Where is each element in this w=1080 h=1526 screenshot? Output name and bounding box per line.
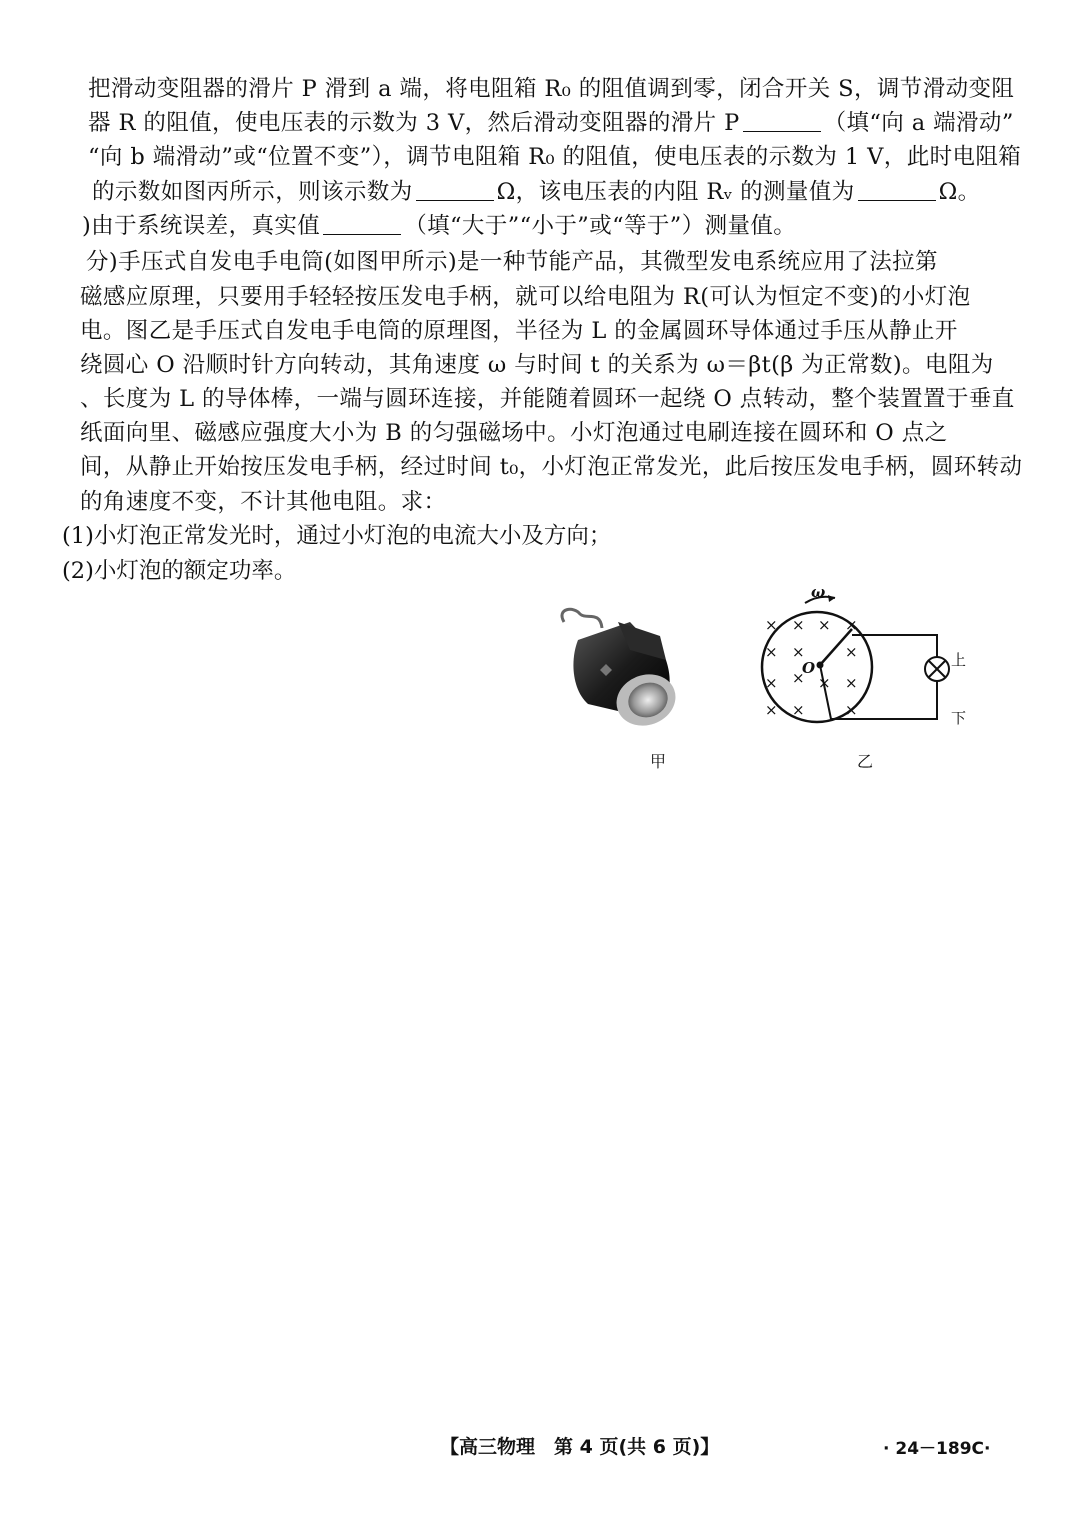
center-o-label: O: [802, 659, 816, 677]
question-1: (1)小灯泡正常发光时，通过小灯泡的电流大小及方向；: [62, 523, 612, 549]
field-cross: ×: [765, 643, 778, 661]
field-cross: ×: [765, 674, 778, 692]
problem-line-7: 间，从静止开始按压发电手柄，经过时间 t₀，小灯泡正常发光，此后按压发电手柄，圆环转动: [80, 454, 1023, 480]
answer-blank-resistance[interactable]: [416, 180, 494, 201]
text-line-2b: （填“向 a 端滑动”: [823, 110, 1014, 136]
text-line-2: [88, 108, 1014, 138]
text-line-4: [92, 177, 981, 207]
circuit-diagram: [745, 585, 985, 755]
problem-line-5: 、长度为 L 的导体棒，一端与圆环连接，并能随着圆环一起绕 O 点转动，整个装置置于垂直: [80, 386, 1015, 412]
text-line-4a: 的示数如图丙所示，则该示数为: [92, 179, 413, 205]
omega-label: ω: [811, 585, 826, 601]
answer-blank-rv[interactable]: [858, 180, 936, 201]
field-cross: ×: [765, 616, 778, 634]
field-cross: ×: [792, 643, 805, 661]
figures: [540, 585, 980, 775]
problem-line-4: 绕圆心 O 沿顺时针方向转动，其角速度 ω 与时间 t 的关系为 ω＝βt(β 为正常数)。电阻为: [80, 352, 994, 378]
page-footer: 【高三物理 第 4 页(共 6 页)】: [440, 1436, 720, 1458]
field-cross: ×: [765, 701, 778, 719]
text-line-4c: Ω。: [938, 179, 981, 205]
text-line-5: [82, 211, 796, 241]
field-cross: ×: [845, 701, 858, 719]
field-cross: ×: [792, 616, 805, 634]
problem-line-8: 的角速度不变，不计其他电阻。求：: [80, 489, 447, 515]
terminal-down-label: 下: [951, 709, 967, 727]
problem-line-1: 分)手压式自发电手电筒(如图甲所示)是一种节能产品，其微型发电系统应用了法拉第: [86, 249, 938, 275]
figure-label-yi: 乙: [857, 752, 874, 771]
text-line-1: 把滑动变阻器的滑片 P 滑到 a 端，将电阻箱 R₀ 的阻值调到零，闭合开关 S，调节滑动变阻: [88, 76, 1015, 102]
answer-blank-compare[interactable]: [323, 214, 401, 235]
terminal-up-label: 上: [951, 651, 967, 669]
field-cross: ×: [792, 701, 805, 719]
text-line-5b: （填“大于”“小于”或“等于”）测量值。: [404, 213, 797, 239]
answer-blank-slider[interactable]: [743, 111, 821, 132]
field-cross: ×: [845, 616, 858, 634]
field-cross: ×: [818, 616, 831, 634]
field-cross: ×: [792, 669, 805, 687]
problem-line-6: 纸面向里、磁感应强度大小为 B 的匀强磁场中。小灯泡通过电刷连接在圆环和 O 点之: [80, 420, 948, 446]
problem-line-2: 磁感应原理，只要用手轻轻按压发电手柄，就可以给电阻为 R(可认为恒定不变)的小灯泡: [80, 284, 971, 310]
problem-line-3: 电。图乙是手压式自发电手电筒的原理图，半径为 L 的金属圆环导体通过手压从静止开: [80, 318, 958, 344]
text-line-4b: Ω，该电压表的内阻 Rᵥ 的测量值为: [496, 179, 855, 205]
text-line-3: “向 b 端滑动”或“位置不变”），调节电阻箱 R₀ 的阻值，使电压表的示数为 1 V，此时电阻箱: [88, 144, 1022, 170]
field-cross: ×: [845, 674, 858, 692]
text-line-2a: 器 R 的阻值，使电压表的示数为 3 V，然后滑动变阻器的滑片 P: [88, 110, 740, 136]
exam-code: · 24－189C·: [883, 1439, 991, 1459]
question-2: (2)小灯泡的额定功率。: [62, 558, 297, 584]
text-line-5a: )由于系统误差，真实值: [82, 213, 321, 239]
flashlight-image: [540, 600, 700, 750]
field-cross: ×: [818, 674, 831, 692]
field-cross: ×: [845, 643, 858, 661]
figure-label-jia: 甲: [650, 752, 667, 771]
